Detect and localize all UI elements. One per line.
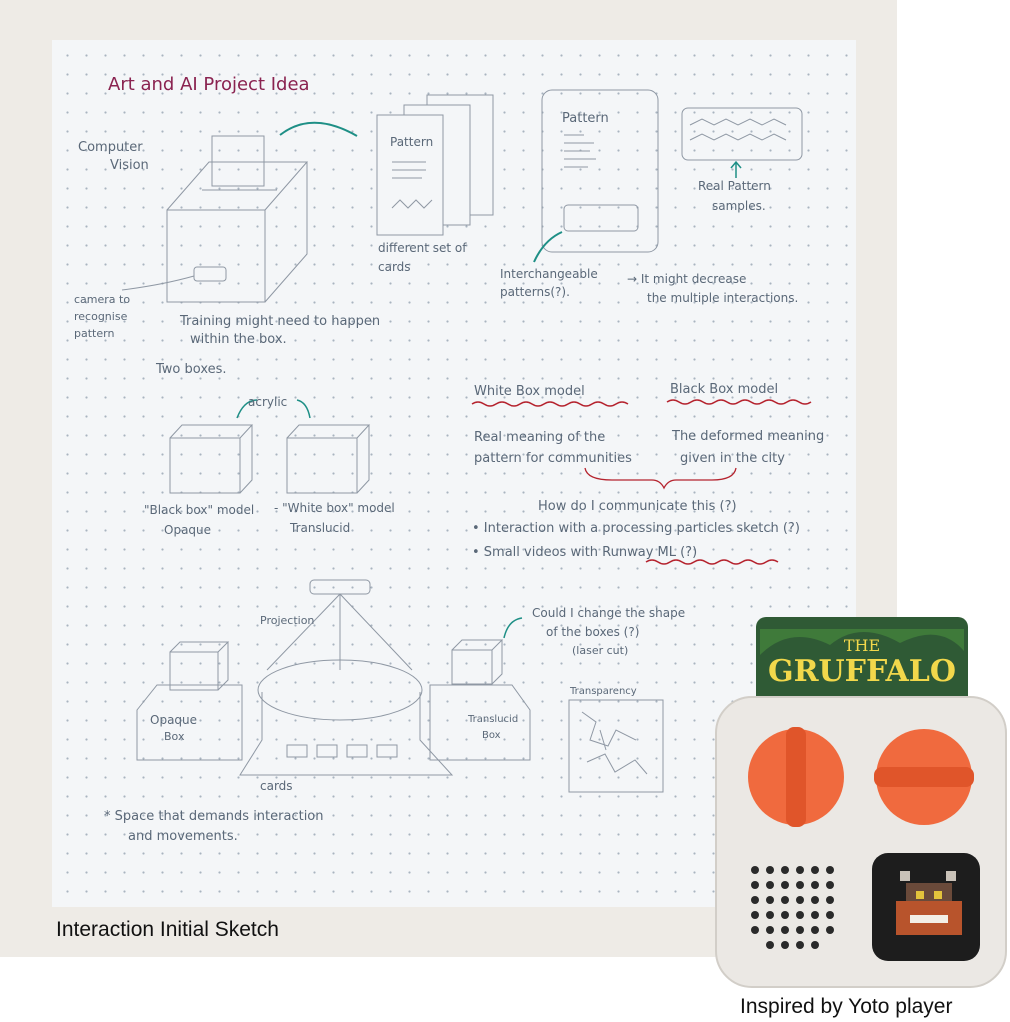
arrow-samples: [731, 162, 741, 178]
label-camera-1: camera to: [74, 293, 131, 306]
yoto-player-illustration: [710, 615, 1010, 995]
label-black-box-2: Opaque: [164, 523, 212, 537]
label-change-shape-1: Could I change the shape: [532, 606, 686, 620]
label-real-samples-2: samples.: [712, 199, 766, 213]
label-decrease-1: → It might decrease: [627, 272, 747, 286]
label-acrylic: acrylic: [248, 395, 288, 409]
label-space-1: * Space that demands interaction: [104, 809, 324, 824]
label-how-communicate: How do I communicate this (?): [538, 499, 737, 514]
caption-player: Inspired by Yoto player: [740, 995, 953, 1018]
label-computer: Computer: [78, 140, 143, 155]
label-opaque-box-1: Opaque: [150, 713, 198, 727]
underline-black-box: [667, 400, 811, 404]
label-change-shape-2: of the boxes (?): [546, 625, 640, 639]
label-space-2: and movements.: [128, 829, 238, 844]
label-real-samples-1: Real Pattern: [698, 179, 771, 193]
curly-brace: [585, 468, 736, 488]
label-white-box-2: Translucid: [290, 521, 351, 535]
label-translucid-box-1: Translucid: [468, 714, 519, 725]
label-training-1: Training might need to happen: [180, 314, 381, 329]
label-camera-3: pattern: [74, 327, 115, 340]
label-black-box-model: Black Box model: [670, 382, 779, 397]
two-boxes-drawing: [170, 425, 369, 493]
label-white-box-model: White Box model: [474, 384, 585, 399]
arrow-to-cards: [280, 123, 357, 136]
arrow-change-shape: [504, 618, 522, 638]
label-training-2: within the box.: [190, 332, 287, 347]
label-real-meaning-1: Real meaning of the: [474, 430, 606, 445]
label-decrease-2: the multiple interactions.: [647, 291, 799, 305]
sketch-title: Art and AI Project Idea: [108, 74, 310, 95]
left-knob-grip: [786, 727, 806, 827]
card-title-gruffalo: GRUFFALO: [767, 654, 957, 689]
label-projection: Projection: [260, 614, 315, 627]
label-different-cards-2: cards: [378, 260, 411, 274]
arrow-interchangeable: [534, 232, 562, 262]
label-deformed-2: given in the city: [680, 451, 785, 466]
label-camera-2: recognise: [74, 310, 128, 323]
cards-drawing: [377, 95, 493, 235]
caption-sketch: Interaction Initial Sketch: [56, 918, 279, 941]
label-black-box-1: "Black box" model: [144, 503, 255, 517]
label-two-boxes: Two boxes.: [156, 362, 227, 377]
label-opaque-box-2: Box: [164, 730, 185, 743]
label-translucid-box-2: Box: [482, 730, 501, 741]
underline-white-box: [472, 402, 628, 406]
label-deformed-1: The deformed meaning: [672, 429, 825, 444]
card-title-the: THE: [843, 636, 881, 655]
pattern-samples-drawing: [682, 108, 802, 160]
label-bullet-2: • Small videos with Runway ML (?): [472, 545, 698, 560]
underline-runway: [646, 560, 778, 564]
label-white-box-1: - "White box" model: [274, 501, 395, 515]
label-vision: Vision: [110, 158, 149, 173]
right-knob-grip: [874, 767, 974, 787]
label-transparency: Transparency: [570, 686, 637, 697]
label-interchangeable-1: Interchangeable: [500, 267, 598, 281]
label-pattern-card: Pattern: [390, 135, 434, 149]
label-interchangeable-2: patterns(?).: [500, 285, 570, 299]
label-bullet-1: • Interaction with a processing particles sketch (?): [472, 521, 800, 536]
label-change-shape-3: (laser cut): [572, 644, 629, 657]
label-cards: cards: [260, 779, 293, 793]
label-different-cards-1: different set of: [378, 241, 467, 255]
camera-box-drawing: [122, 136, 307, 302]
label-real-meaning-2: pattern for communities: [474, 451, 632, 466]
label-pattern-tablet: Pattern: [562, 111, 609, 126]
